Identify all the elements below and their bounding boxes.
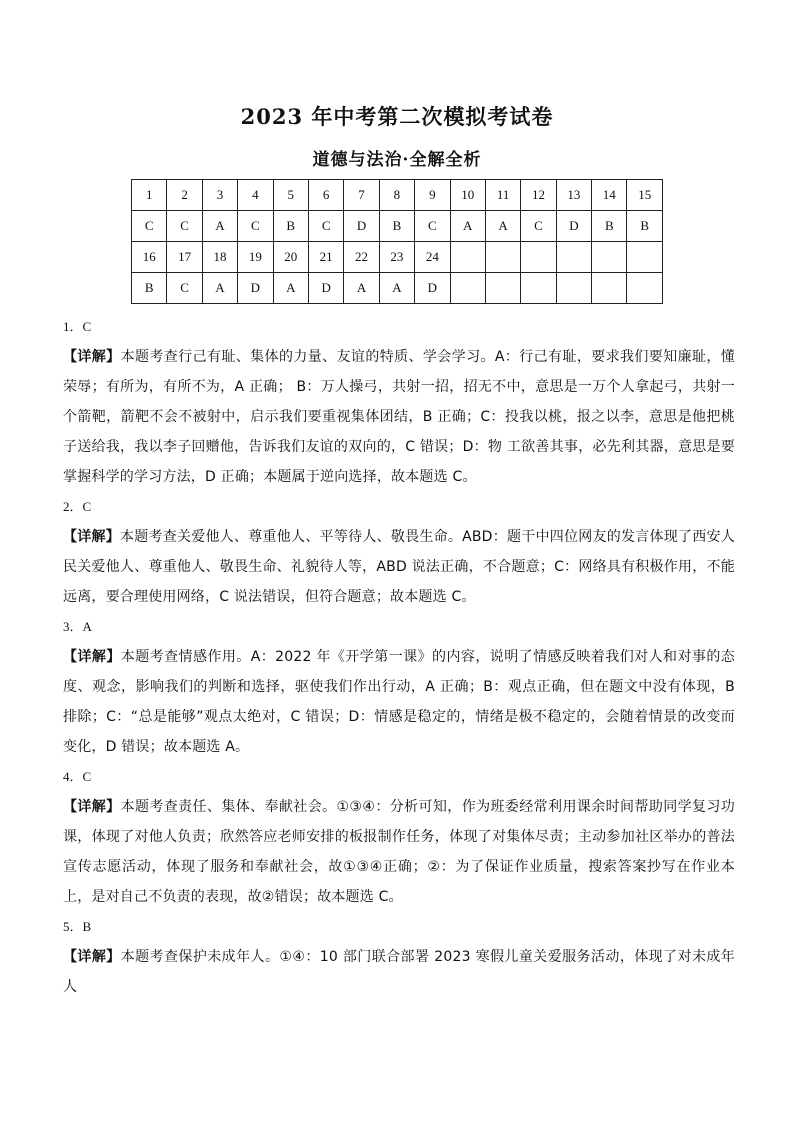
answer-table-cell: 6	[308, 180, 343, 211]
question-detail	[63, 522, 735, 612]
answer-table-cell	[450, 242, 485, 273]
detail-tag: 【详解】	[63, 799, 121, 815]
answer-table-cell: 15	[627, 180, 663, 211]
answer-table-cell: 18	[202, 242, 237, 273]
answer-table-cell: D	[238, 273, 273, 304]
answer-table-row	[132, 242, 663, 273]
question-number: 5．B	[63, 919, 92, 934]
question-number: 2．C	[63, 499, 92, 514]
answer-table-cell	[556, 273, 591, 304]
answer-table-cell: D	[308, 273, 343, 304]
answer-table-cell: 20	[273, 242, 308, 273]
answer-table-cell: 21	[308, 242, 343, 273]
question-detail	[63, 342, 735, 492]
answer-table-cell	[627, 242, 663, 273]
answer-table-cell: C	[167, 211, 202, 242]
answer-table-row	[132, 211, 663, 242]
detail-text: 本题考查责任、集体、奉献社会。①③④：分析可知，作为班委经常利用课余时间帮助同学复习功课，体现了对他人负责；欣然答应老师安排的板报制作任务，体现了对集体尽责；主动参加社区举办的普法宣传志愿活动，体现了服务和奉献社会，故①③④正确；②：为了保证作业质量，搜索答案抄写在作业本上，是对自己不负责的表现，故②错误；故本题选 C。	[63, 799, 735, 905]
answer-table-cell: 9	[415, 180, 450, 211]
detail-tag: 【详解】	[63, 949, 121, 965]
answer-table-cell: 24	[415, 242, 450, 273]
answer-table-cell: C	[167, 273, 202, 304]
answer-table-cell: A	[450, 211, 485, 242]
answer-table-cell: B	[273, 211, 308, 242]
answer-table-cell	[450, 273, 485, 304]
answer-table-cell: B	[592, 211, 627, 242]
question-detail	[63, 942, 735, 1002]
question-detail	[63, 642, 735, 762]
page-subtitle: 道德与法治·全解全析	[312, 150, 482, 170]
detail-text: 本题考查关爱他人、尊重他人、平等待人、敬畏生命。ABD：题干中四位网友的发言体现了西安人民关爱他人、尊重他人、敬畏生命、礼貌待人等，ABD 说法正确，不合题意；C：网络具有积极作用，不能远离，要合理使用网络，C 说法错误，但符合题意；故本题选 C。	[63, 529, 735, 605]
answer-table-cell: 12	[521, 180, 556, 211]
answer-table-cell	[556, 242, 591, 273]
answer-table-cell: C	[521, 211, 556, 242]
question-detail	[63, 792, 735, 912]
answer-table-cell	[485, 242, 520, 273]
answer-table-cell: D	[556, 211, 591, 242]
answer-table-cell: 22	[344, 242, 379, 273]
answer-table-cell: 11	[485, 180, 520, 211]
answer-table-cell: 14	[592, 180, 627, 211]
answer-table-cell: 10	[450, 180, 485, 211]
answer-table-cell: 23	[379, 242, 414, 273]
answer-table-cell: 3	[202, 180, 237, 211]
detail-text: 本题考查情感作用。A：2022 年《开学第一课》的内容，说明了情感反映着我们对人和对事的态度、观念，影响我们的判断和选择，驱使我们作出行动，A 正确；B：观点正确，但在题文中没有体现，B 排除；C：“总是能够”观点太绝对，C 错误；D：情感是稳定的，情绪是极不稳定的，会随着情景的改变而变化，D 错误；故本题选 A。	[63, 649, 735, 755]
answer-table-cell: B	[379, 211, 414, 242]
answer-table-cell	[592, 273, 627, 304]
answer-table-cell: 13	[556, 180, 591, 211]
answer-table-cell: C	[308, 211, 343, 242]
question-number: 1．C	[63, 319, 92, 334]
answer-table-cell: 4	[238, 180, 273, 211]
answer-table-cell: D	[344, 211, 379, 242]
answer-table-cell: B	[132, 273, 167, 304]
answer-table-cell: C	[132, 211, 167, 242]
answer-table-cell	[627, 273, 663, 304]
answer-table-cell: 8	[379, 180, 414, 211]
answer-table-cell: 16	[132, 242, 167, 273]
answer-table-cell: C	[238, 211, 273, 242]
answer-table-cell: A	[379, 273, 414, 304]
answer-table-cell: A	[485, 211, 520, 242]
answer-table-cell: 17	[167, 242, 202, 273]
answer-table	[131, 179, 663, 304]
detail-text: 本题考查保护未成年人。①④：10 部门联合部署 2023 寒假儿童关爱服务活动，体现了对未成年人	[63, 949, 735, 995]
answer-table-cell: 7	[344, 180, 379, 211]
explanations	[63, 312, 735, 1002]
detail-tag: 【详解】	[63, 649, 121, 665]
answer-table-cell: A	[344, 273, 379, 304]
answer-table-cell: 1	[132, 180, 167, 211]
answer-table-row	[132, 180, 663, 211]
answer-table-cell: 19	[238, 242, 273, 273]
answer-table-cell: D	[415, 273, 450, 304]
answer-table-row	[132, 273, 663, 304]
answer-table-cell: C	[415, 211, 450, 242]
detail-tag: 【详解】	[63, 529, 121, 545]
question-number: 4．C	[63, 769, 92, 784]
answer-table-cell	[521, 242, 556, 273]
page-title: 2023 年中考第二次模拟考试卷	[240, 104, 554, 129]
answer-table-cell: 5	[273, 180, 308, 211]
detail-text: 本题考查行己有耻、集体的力量、友谊的特质、学会学习。A：行己有耻，要求我们要知廉耻，懂荣辱；有所为，有所不为，A 正确； B：万人操弓，共射一招，招无不中，意思是一万个人拿起弓，共射一个箭靶，箭靶不会不被射中，启示我们要重视集体团结，B 正确；C：投我以桃，报之以李，意思是他把桃子送给我，我以李子回赠他，告诉我们友谊的双向的，C 错误；D：物 工欲善其事，必先利其器，意思是要掌握科学的学习方法，D 正确；本题属于逆向选择，故本题选 C。	[63, 349, 735, 485]
question-number: 3．A	[63, 619, 92, 634]
answer-table-cell	[485, 273, 520, 304]
answer-table-cell: A	[202, 211, 237, 242]
answer-table-cell	[592, 242, 627, 273]
answer-table-cell: B	[627, 211, 663, 242]
answer-table-cell: A	[202, 273, 237, 304]
answer-table-cell	[521, 273, 556, 304]
detail-tag: 【详解】	[63, 349, 121, 365]
answer-table-cell: 2	[167, 180, 202, 211]
answer-table-cell: A	[273, 273, 308, 304]
